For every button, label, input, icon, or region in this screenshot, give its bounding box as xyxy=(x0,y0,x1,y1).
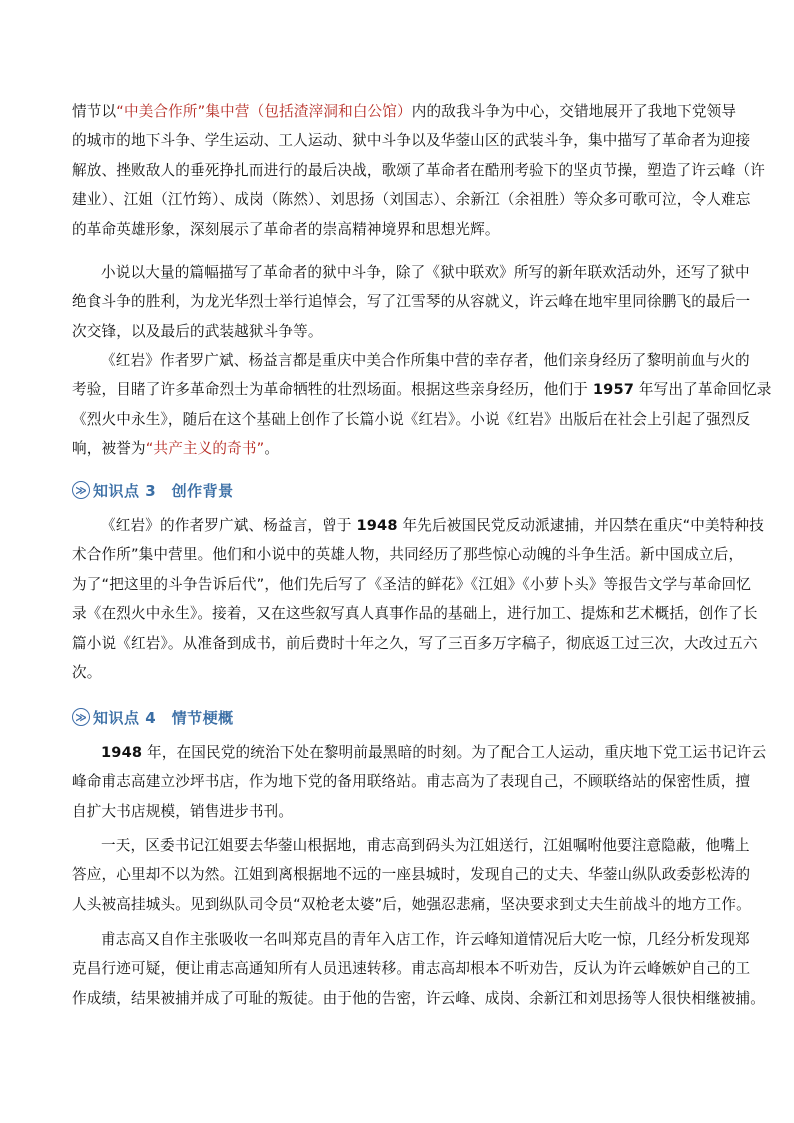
highlight-text: “中美合作所”集中营（包括渣滓洞和白公馆） xyxy=(116,103,412,120)
chevron-badge-icon: ≫ xyxy=(72,708,90,726)
text-segment: 年，在国民党的统治下处在黎明前最黑暗的时刻。为了配合工人运动，重庆地下党工运书记许云 xyxy=(142,744,767,761)
text-line: 答应，心里却不以为然。江姐到离根据地不远的一座县城时，发现自己的丈夫、华蓥山纵队政委彭松涛的 xyxy=(72,866,751,884)
text-line: 小说以大量的篇幅描写了革命者的狱中斗争，除了《狱中联欢》所写的新年联欢活动外，还写了狱中 xyxy=(101,264,750,281)
text-line: 录《在烈火中永生》。接着，又在这些叙写真人真事作品的基础上，进行加工、提炼和艺术概括，创作了长 xyxy=(72,605,758,623)
text-line: 的革命英雄形象，深刻展示了革命者的崇高精神境界和思想光辉。 xyxy=(72,220,500,238)
text-line: 自扩大书店规模，销售进步书刊。 xyxy=(72,802,294,820)
text-line xyxy=(72,97,737,126)
text-line: 解放、挫败敌人的垂死挣扎而进行的最后决战，歌颂了革命者在酷刑考验下的坚贞节操，塑造了许云峰（许 xyxy=(72,161,765,179)
text-line: 为了“把这里的斗争告诉后代”，他们先后写了《圣洁的鲜花》《江姐》《小萝卜头》等报告文学与革命回忆 xyxy=(72,575,752,593)
text-line: 一天，区委书记江姐要去华蓥山根据地，甫志高到码头为江姐送行，江姐嘱咐他要注意隐蔽，他嘴上 xyxy=(101,837,750,854)
text-line: 篇小说《红岩》。从准备到成书，前后费时十年之久，写了三百多万字稿子，彻底返工过三次，大改过五六 xyxy=(72,634,758,652)
text-line xyxy=(72,375,772,404)
paragraph-plot-1 xyxy=(72,738,767,826)
text-segment: 年写出了革命回忆录 xyxy=(638,381,772,399)
paragraph-plot-summary xyxy=(72,97,765,244)
year-text: 1957 xyxy=(592,381,635,399)
text-line: 人头被高挂城头。见到纵队司令员“双枪老太婆”后，她强忍悲痛，坚决要求到丈夫生前战斗的地方工作。 xyxy=(72,895,751,913)
text-segment: 情节以 xyxy=(72,103,117,120)
paragraph-background xyxy=(72,511,765,687)
chevron-badge-icon: ≫ xyxy=(72,481,90,499)
text-line: 克昌行迹可疑，便让甫志高通知所有人员迅速转移。甫志高却根本不听劝告，反认为许云峰嫉妒自己的工 xyxy=(72,960,751,978)
text-line: 建业）、江姐（江竹筠）、成岗（陈然）、刘思扬（刘国志）、余新江（余祖胜）等众多可歌可泣，令人难忘 xyxy=(72,191,751,209)
year-text: 1948 xyxy=(356,517,398,534)
section-title: 知识点 4 情节梗概 xyxy=(93,708,234,727)
text-line xyxy=(72,434,732,463)
text-line: 的城市的地下斗争、学生运动、工人运动、狱中斗争以及华蓥山区的武装斗争，集中描写了革命者为迎接 xyxy=(72,132,751,150)
text-line: 甫志高又自作主张吸收一名叫郑克昌的青年入店工作，许云峰知道情况后大吃一惊，几经分析发现郑 xyxy=(101,931,750,948)
text-segment: 年先后被国民党反动派逮捕，并囚禁在重庆“中美特种技 xyxy=(402,517,765,534)
paragraph-plot-2 xyxy=(72,831,751,919)
section-heading-plot xyxy=(72,704,234,730)
paragraph-plot-3 xyxy=(72,925,765,1013)
text-segment: 考验，目睹了许多革命烈士为革命牺牲的壮烈场面。根据这些亲身经历，他们于 xyxy=(72,381,589,399)
text-line: 作成绩，结果被捕并成了可耻的叛徒。由于他的告密，许云峰、成岗、余新江和刘思扬等人很快相继被捕。 xyxy=(72,989,765,1007)
text-line: 绝食斗争的胜利，为龙光华烈士举行追悼会，写了江雪琴的从容就义，许云峰在地牢里同徐鹏飞的最后一 xyxy=(72,293,751,311)
section-heading-background xyxy=(72,477,234,503)
text-segment: 内的敌我斗争为中心，交错地展开了我地下党领导 xyxy=(411,103,737,120)
text-line xyxy=(72,511,765,540)
text-line: 《烈火中永生》，随后在这个基础上创作了长篇小说《红岩》。小说《红岩》出版后在社会上引起了强烈反 xyxy=(72,410,751,428)
highlight-text: “共产主义的奇书” xyxy=(145,440,265,458)
text-segment: 《红岩》的作者罗广斌、杨益言，曾于 xyxy=(101,517,352,534)
text-line xyxy=(72,738,767,767)
text-line: 次。 xyxy=(72,663,102,681)
paragraph-authors xyxy=(72,346,772,464)
text-line: 术合作所”集中营里。他们和小说中的英雄人物，共同经历了那些惊心动魄的斗争生活。新中国成立后， xyxy=(72,546,744,564)
paragraph-prison-struggle xyxy=(72,258,751,346)
text-line: 次交锋，以及最后的武装越狱斗争等。 xyxy=(72,322,323,340)
text-segment: 响，被誉为 xyxy=(72,440,146,458)
text-segment: 。 xyxy=(264,440,280,458)
year-text: 1948 xyxy=(101,744,143,761)
text-line: 峰命甫志高建立沙坪书店，作为地下党的备用联络站。甫志高为了表现自己，不顾联络站的保密性质，擅 xyxy=(72,773,751,791)
section-title: 知识点 3 创作背景 xyxy=(93,481,234,500)
text-line: 《红岩》作者罗广斌、杨益言都是重庆中美合作所集中营的幸存者，他们亲身经历了黎明前血与火的 xyxy=(101,352,750,369)
